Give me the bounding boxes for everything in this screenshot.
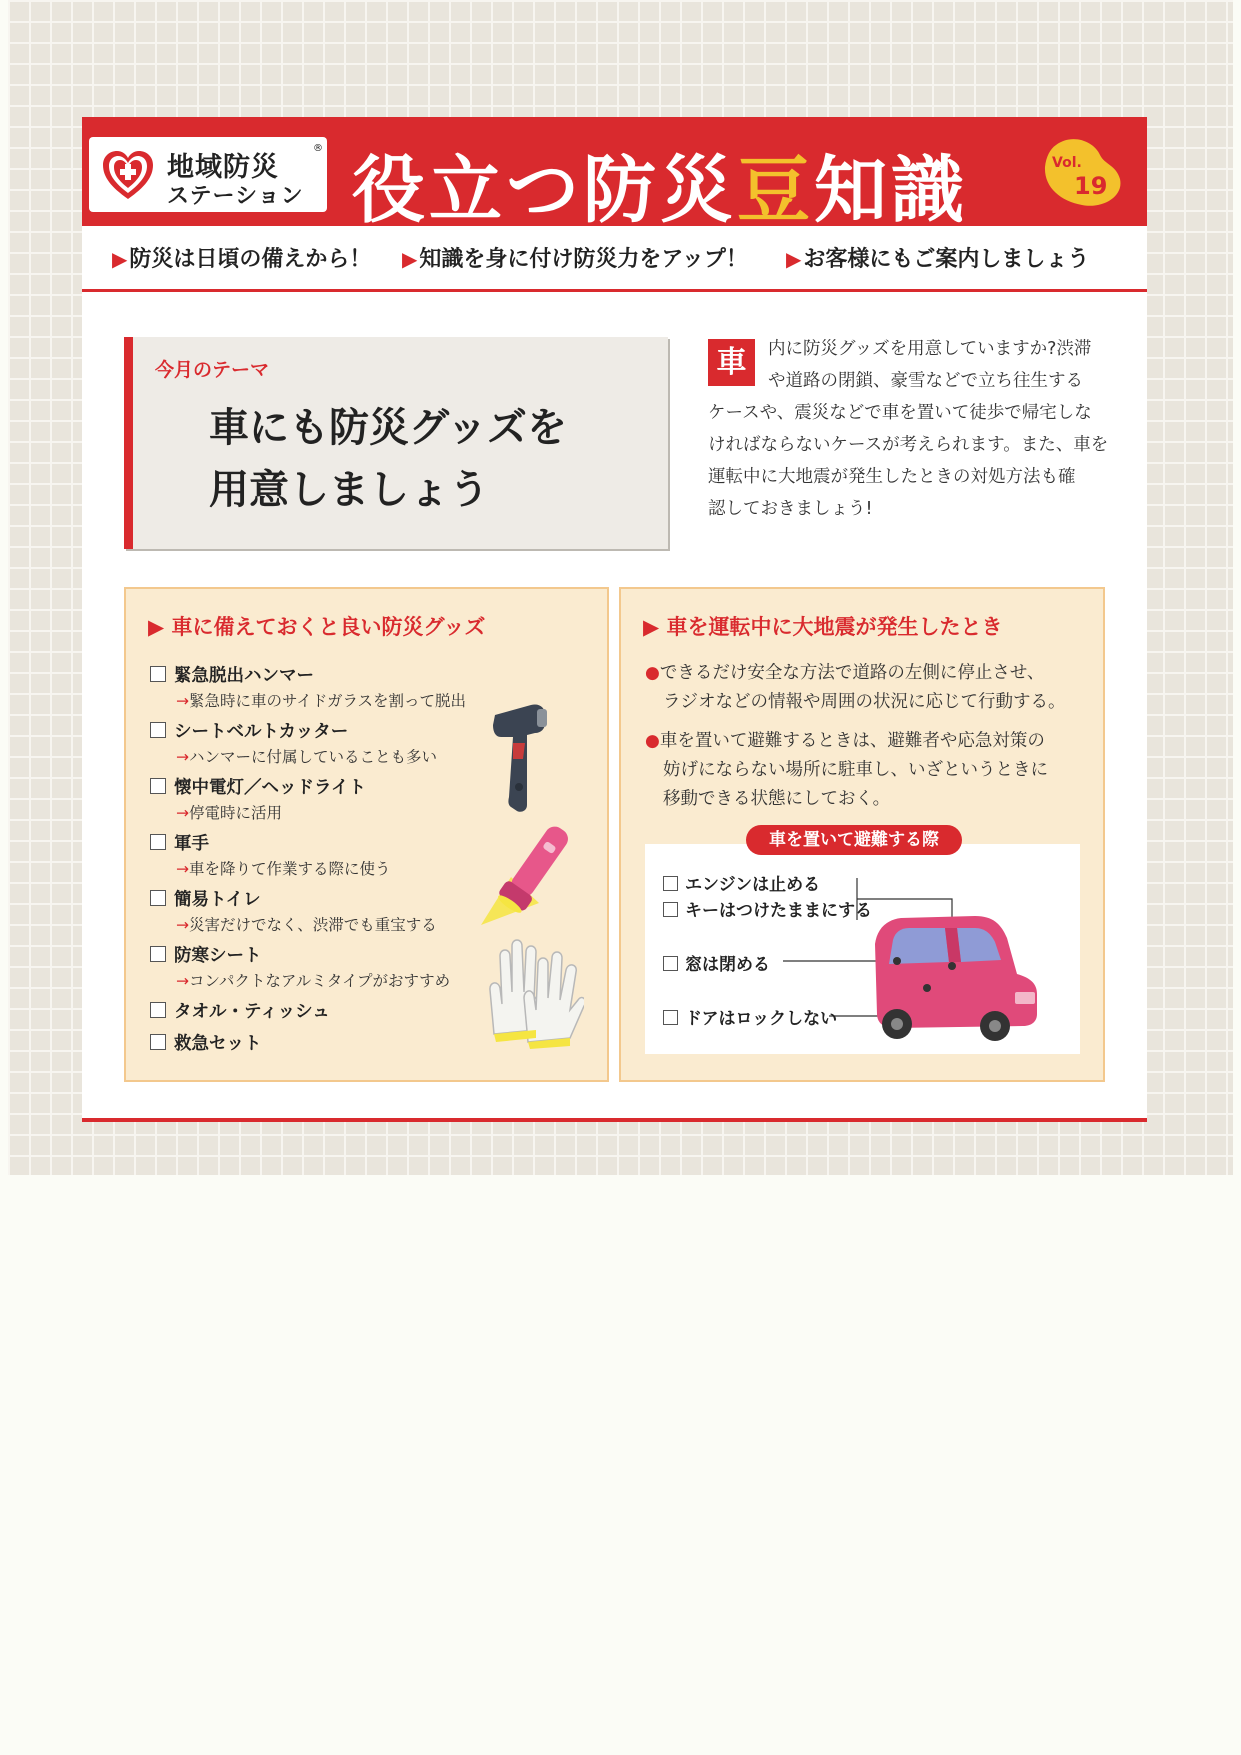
bullet-dot-icon: ●	[645, 731, 660, 751]
goods-note-text: ハンマーに付属していることも多い	[189, 748, 438, 766]
checkbox-icon	[150, 890, 166, 906]
earthquake-heading: ▶ 車を運転中に大地震が発生したとき	[643, 615, 1003, 639]
slogan-1	[112, 242, 371, 273]
earthquake-bullet-2	[645, 727, 1095, 814]
title-part: 知識	[814, 148, 968, 233]
intro-line-2: や道路の閉鎖、豪雪などで立ち往生する	[768, 371, 1083, 391]
theme-title	[209, 397, 567, 521]
heart-cross-icon	[101, 149, 155, 201]
goods-note-text: コンパクトなアルミタイプがおすすめ	[189, 972, 451, 990]
goods-item-name: 懐中電灯／ヘッドライト	[174, 778, 366, 798]
intro-line-5: 運転中に大地震が発生したときの対処方法も確	[708, 467, 1076, 487]
theme-title-line2: 用意しましょう	[209, 467, 489, 513]
vol-number: 19	[1074, 172, 1108, 200]
slogan-text: 防災は日頃の備えから！	[129, 247, 372, 272]
goods-item-name: 簡易トイレ	[174, 890, 261, 910]
goods-note: →コンパクトなアルミタイプがおすすめ	[176, 972, 451, 990]
registered-mark: ®	[313, 143, 323, 154]
goods-note-text: 車を降りて作業する際に使う	[189, 860, 391, 878]
triangle-icon: ▶	[786, 247, 802, 271]
bullet-text: ラジオなどの情報や周囲の状況に応じて行動する。	[663, 692, 1066, 712]
bullet-dot-icon: ●	[645, 663, 660, 683]
goods-note: →ハンマーに付属していることも多い	[176, 748, 438, 766]
goods-item	[150, 718, 348, 743]
goods-item	[150, 774, 366, 799]
goods-note: →災害だけでなく、渋滞でも重宝する	[176, 916, 437, 934]
evac-item-text: エンジンは止める	[685, 875, 821, 895]
card-bottom-rule	[82, 1118, 1147, 1122]
evac-item-text: キーはつけたままにする	[685, 901, 872, 921]
goods-panel	[124, 587, 609, 1082]
earthquake-bullet-1	[645, 659, 1095, 717]
goods-item	[150, 1030, 262, 1055]
intro-line-6: 認しておきましょう!	[708, 499, 873, 519]
bullet-text: 移動できる状態にしておく。	[663, 789, 891, 809]
emergency-hammer-icon	[491, 701, 551, 816]
checkbox-icon	[150, 1034, 166, 1050]
logo	[89, 137, 327, 212]
evac-item-text: ドアはロックしない	[685, 1009, 838, 1029]
goods-note-text: 災害だけでなく、渋滞でも重宝する	[189, 916, 437, 934]
intro-initial: 車	[708, 339, 755, 386]
evac-label: 車を置いて避難する際	[746, 825, 962, 855]
checkbox-icon	[150, 1002, 166, 1018]
bullet-text: 車を置いて避難するときは、避難者や応急対策の	[659, 731, 1045, 751]
goods-item-name: 軍手	[174, 834, 209, 854]
slogan-2	[402, 242, 748, 273]
bullet-text: できるだけ安全な方法で道路の左側に停止させ、	[659, 663, 1045, 683]
triangle-icon: ▶	[402, 247, 418, 271]
evac-item-text: 窓は閉める	[685, 955, 770, 975]
vol-label: Vol.	[1052, 155, 1082, 171]
flashlight-icon	[481, 815, 571, 925]
triangle-icon: ▶	[112, 247, 128, 271]
goods-note: →停電時に活用	[176, 804, 283, 822]
goods-item-name: シートベルトカッター	[174, 722, 349, 742]
earthquake-heading-text: 車を運転中に大地震が発生したとき	[666, 615, 1003, 639]
checkbox-icon	[663, 1010, 678, 1025]
goods-item-name: タオル・ティッシュ	[174, 1002, 330, 1022]
goods-heading: ▶ 車に備えておくと良い防災グッズ	[148, 615, 486, 639]
evac-item	[663, 870, 820, 895]
evac-item	[663, 896, 872, 921]
goods-item-name: 防寒シート	[174, 946, 262, 966]
slogan-bar	[82, 226, 1147, 292]
evac-item	[663, 1004, 837, 1029]
bullet-text: 妨げにならない場所に駐車し、いざというときに	[663, 760, 1048, 780]
intro-line-4: ければならないケースが考えられます。また、車を	[708, 435, 1109, 455]
goods-note: →緊急時に車のサイドガラスを割って脱出	[176, 692, 466, 710]
intro-line-1: 内に防災グッズを用意していますか?渋滞	[768, 339, 1092, 359]
goods-item-name: 緊急脱出ハンマー	[174, 666, 314, 686]
earthquake-panel	[619, 587, 1105, 1082]
goods-note: →車を降りて作業する際に使う	[176, 860, 391, 878]
checkbox-icon	[150, 778, 166, 794]
slogan-text: お客様にもご案内しましょう	[803, 247, 1090, 272]
title-part: 役立つ防災	[352, 148, 737, 233]
goods-item	[150, 830, 209, 855]
goods-heading-text: 車に備えておくと良い防災グッズ	[171, 615, 486, 639]
checkbox-icon	[150, 946, 166, 962]
page-title	[352, 131, 968, 236]
evacuation-box	[645, 844, 1080, 1054]
bulletin-card	[82, 117, 1147, 1122]
goods-item-name: 救急セット	[174, 1034, 262, 1054]
goods-item	[150, 886, 261, 911]
checkbox-icon	[663, 876, 678, 891]
theme-box	[124, 337, 668, 549]
intro-line-3: ケースや、震災などで車を置いて徒歩で帰宅しな	[708, 403, 1092, 423]
checkbox-icon	[150, 722, 166, 738]
checkbox-icon	[663, 902, 678, 917]
checkbox-icon	[150, 666, 166, 682]
header-banner	[82, 117, 1147, 233]
checkbox-icon	[150, 834, 166, 850]
goods-note-text: 停電時に活用	[189, 804, 283, 822]
goods-item	[150, 942, 262, 967]
theme-label: 今月のテーマ	[155, 359, 270, 381]
evac-item	[663, 950, 770, 975]
slogan-text: 知識を身に付け防災力をアップ！	[419, 247, 748, 272]
goods-item	[150, 662, 314, 687]
logo-text-line1: 地域防災	[167, 152, 279, 183]
logo-text-line2: ステーション	[167, 184, 304, 209]
checkbox-icon	[663, 956, 678, 971]
theme-title-line1: 車にも防災グッズを	[209, 405, 567, 451]
title-highlight: 豆	[737, 148, 814, 233]
goods-item	[150, 998, 330, 1023]
gloves-icon	[484, 934, 584, 1049]
slogan-3	[786, 242, 1089, 273]
goods-note-text: 緊急時に車のサイドガラスを割って脱出	[189, 692, 466, 710]
